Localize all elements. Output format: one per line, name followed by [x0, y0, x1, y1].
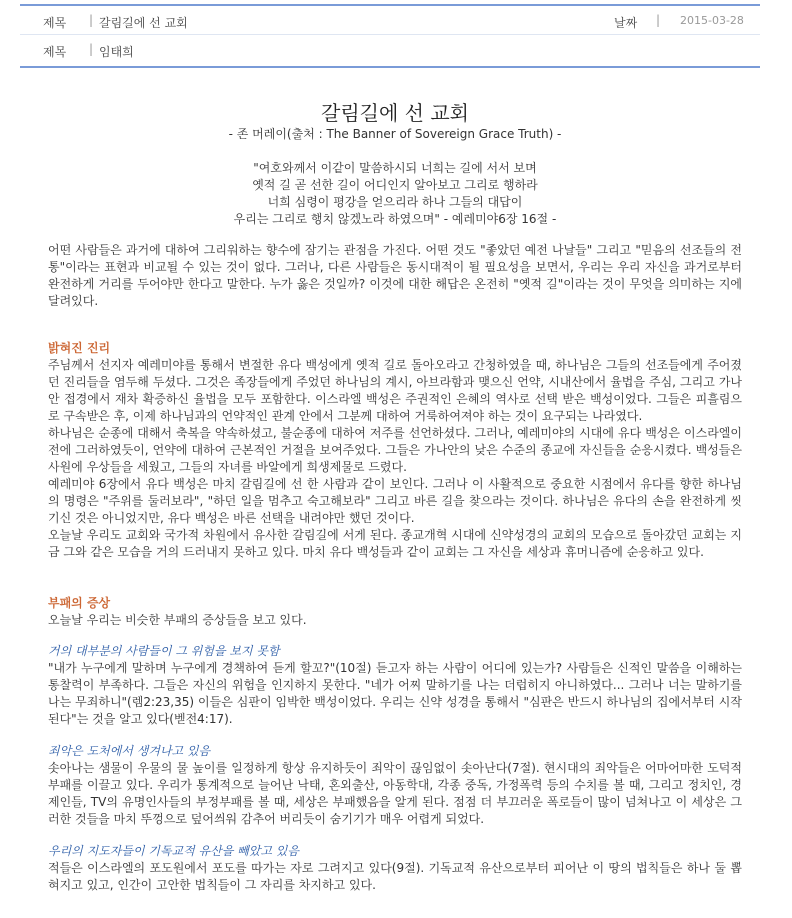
section-heading: 부패의 증상: [48, 596, 111, 610]
article-byline: - 존 머레이(출처 : The Banner of Sovereign Grace Truth) -: [228, 127, 562, 141]
paragraph: 오늘날 우리도 교회와 국가적 차원에서 유사한 갈림길에 서게 된다. 종교개혁 시대에 신약성경의 교회의 모습으로 돌아갔던 교회는 지금 그와 같은 모습을 거의 드러내지 못하고 있다. 마치 유다 백성들과 같이 교회는 그 자신을 세상과 휴머니즘에 순응하고 있다.: [48, 528, 742, 559]
title-label: 제목: [43, 16, 67, 30]
separator: |: [89, 13, 94, 27]
meta-row-title: [20, 4, 760, 35]
scripture-quote: [48, 160, 742, 228]
author-row-label: 제목: [43, 45, 67, 59]
paragraph: 적들은 이스라엘의 포도원에서 포도를 따가는 자로 그려지고 있다(9절). 기독교적 유산으로부터 피어난 이 땅의 법칙들은 하나 둘 뽑혀지고 있고, 인간이 고안한 법칙들이 그 자리를 차지하고 있다.: [48, 861, 742, 892]
meta-row-author: [20, 35, 760, 68]
paragraph: 주님께서 선지자 예레미야를 통해서 변절한 유다 백성에게 옛적 길로 돌아오라고 간청하였을 때, 하나님은 그들의 선조들에게 주어졌던 진리들을 염두해 두셨다. 그것은 족장들에게 주었던 하나님의 계시, 아브라함과 맺으신 언약, 시내산에서 율법을 주심, 그리고 가나안 접경에서 재차 확증하신 율법을 모두 포함한다. 이스라엘 백성은 주권적인 은혜의 역사로 선택 받은 백성이었다. 그들은 피흘림으로 구속받은 후, 이제 하나님과의 언약적인 관계 안에서 그분께 대하여 거룩하여져야 하는 것이 요구되는 나라였다.: [48, 358, 742, 423]
subsection-heading: 죄악은 도처에서 생겨나고 있음: [48, 744, 211, 758]
subsection-heading: 우리의 지도자들이 기독교적 유산을 빼았고 있음: [48, 844, 299, 858]
section-heading: 밝혀진 진리: [48, 341, 111, 355]
verse-line: 너희 심령이 평강을 얻으리라 하나 그들의 대답이: [267, 195, 523, 209]
paragraph: "내가 누구에게 말하며 누구에게 경책하여 듣게 할꼬?"(10절) 듣고자 하는 사람이 어디에 있는가? 사람들은 신적인 말씀을 이해하는 통찰력이 부족하다. 그들은 자신의 위험을 인지하지 못한다. "네가 어찌 말하기를 나는 더럽히지 아니하였다... 그러나 너는 말하기를 나는 무죄하니"(렘2:23,35) 이들은 심판이 임박한 백성이었다. 우리는 신약 성경을 통해서 "심판은 반드시 하나님의 집에서부터 시작된다"는 것을 알고 있다(벧전4:17).: [48, 661, 742, 726]
paragraph: 오늘날 우리는 비슷한 부패의 증상들을 보고 있다.: [48, 613, 307, 627]
meta-table: [20, 4, 760, 68]
subsection-heading: 거의 대부분의 사람들이 그 위험을 보지 못함: [48, 644, 280, 658]
verse-line: 옛적 길 곧 선한 길이 어디인지 알아보고 그리로 행하라: [252, 178, 538, 192]
article-title: 갈림길에 선 교회: [321, 101, 469, 125]
separator: |: [656, 13, 661, 27]
paragraph: 예레미야 6장에서 유다 백성은 마치 갈림길에 선 한 사람과 같이 보인다. 그러나 이 사활적으로 중요한 시점에서 유다를 향한 하나님의 명령은 "주위를 둘러보라", "하던 일을 멈추고 숙고해보라" 그리고 바른 길을 찾으라는 것이다. 하나님은 유다의 손을 완전하게 씻기신 것은 아니었지만, 유다 백성은 바른 선택을 내려야만 했던 것이다.: [48, 477, 742, 525]
author-value: 임태희: [99, 45, 134, 59]
verse-line: "여호와께서 이같이 말씀하시되 너희는 길에 서서 보며: [253, 161, 537, 175]
date-value: 2015-03-28: [680, 14, 744, 27]
verse-line: 우리는 그리로 행치 않겠노라 하였으며" - 예레미야6장 16절 -: [233, 212, 557, 226]
separator: |: [89, 42, 94, 56]
article-body: [48, 100, 742, 894]
intro-paragraph: 어떤 사람들은 과거에 대하여 그리워하는 향수에 잠기는 관점을 가진다. 어떤 것도 "좋았던 예전 나날들" 그리고 "믿음의 선조들의 전통"이라는 표현과 비교될 수 있는 것이 없다. 그러나, 다른 사람들은 동시대적이 될 필요성을 보면서, 우리는 우리 자신을 과거로부터 완전하게 거리를 두어야만 한다고 말한다. 누가 옳은 것일까? 이것에 대한 해답은 온전히 "옛적 길"이라는 것이 무엇을 의미하는 지에 달려있다.: [48, 243, 742, 308]
paragraph: 솟아나는 샘물이 우물의 물 높이를 일정하게 항상 유지하듯이 죄악이 끊임없이 솟아난다(7절). 현시대의 죄악들은 어마어마한 도덕적 부패를 이끌고 있다. 우리가 통계적으로 늘어난 낙태, 혼외출산, 아동학대, 각종 중독, 가정폭력 등의 수치를 볼 때, 그리고 정치인, 경제인들, TV의 유명인사들의 부정부패를 볼 때, 세상은 부패했음을 알게 된다. 점점 더 부끄러운 폭로들이 많이 넘쳐나고 이 세상은 그러한 것들을 마치 뚜껑으로 덮어씌워 감추어 버리듯이 숨기기가 매우 어렵게 되었다.: [48, 761, 742, 826]
paragraph: 하나님은 순종에 대해서 축복을 약속하셨고, 불순종에 대하여 저주를 선언하셨다. 그러나, 예레미야의 시대에 유다 백성은 이스라엘이 전에 그러하였듯이, 언약에 대하여 근본적인 거절을 보여주었다. 그들은 가나안의 낮은 수준의 종교에 자신들을 순응시켰다. 백성들은 사원에 우상들을 세웠고, 그들의 자녀를 바알에게 희생제물로 드렸다.: [48, 426, 742, 474]
date-label: 날짜: [614, 16, 638, 30]
title-value: 갈림길에 선 교회: [99, 16, 188, 30]
